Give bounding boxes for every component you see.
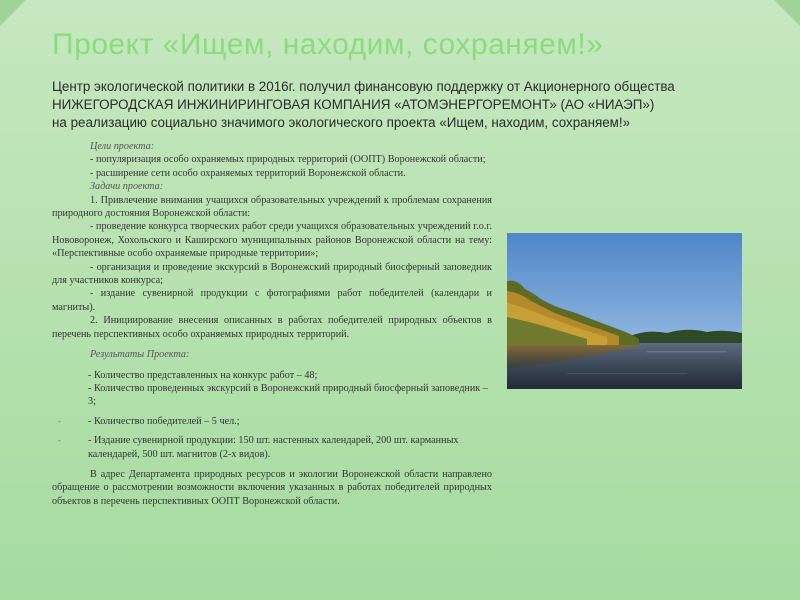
conclusion-paragraph: В адрес Департамента природных ресурсов и экологии Воронежской области направлено обращение о рассмотрении возможности включения указанных в работах победителей природных объектов в перечень перспективных ООПТ Воронежской области. [52,468,492,507]
intro-line: Центр экологической политики в 2016г. получил финансовую поддержку от Акционерного общества [52,79,675,94]
river-landscape-photo [507,233,742,389]
bullet-marker: - [58,435,61,446]
task-item: - издание сувенирной продукции с фотографиями работ победителей (календари и магниты). [52,288,492,313]
bullet-marker: - [58,415,61,426]
task-item: - проведение конкурса творческих работ среди учащихся образовательных учреждений г.о.г. Нововоронеж, Хохольского и Каширского муниципальных районов Воронежской области на тему: «Перспективные особо охраняемые природные территории»; [52,221,492,260]
result-text: - Издание сувенирной продукции: 150 шт. настенных календарей, 200 шт. карманных календарей, 500 шт. магнитов (2-х видов). [88,435,459,460]
tasks-heading: Задачи проекта: [90,181,164,193]
task-item: - организация и проведение экскурсий в Воронежский природный биосферный заповедник для участников конкурса; [52,261,492,287]
intro-line: на реализацию социально значимого экологического проекта «Ищем, находим, сохраняем!» [52,115,631,130]
river-landscape-image [507,233,742,389]
corner-decoration-right [774,0,800,26]
slide-title: Проект «Ищем, находим, сохраняем!» [52,28,604,61]
result-item [52,415,492,428]
intro-line: НИЖЕГОРОДСКАЯ ИНЖИНИРИНГОВАЯ КОМПАНИЯ «АТОМЭНЕРГОРЕМОНТ» (АО «НИАЭП») [52,97,655,112]
result-text: - Количество победителей – 5 чел.; [88,415,240,427]
result-item [52,382,492,409]
corner-decoration-left [0,0,26,26]
project-details [52,140,492,508]
result-text: - Количество проведенных экскурсий в Воронежский природный биосферный заповедник – 3; [88,382,488,408]
goal-item: - расширение сети особо охраняемых территорий Воронежской области. [90,167,406,179]
result-item [52,434,492,461]
intro-paragraph [52,78,772,132]
task-item: 2. Инициирование внесения описанных в работах победителей природных объектов в перечень перспективных особо охраняемых природных территорий. [52,315,492,340]
goal-item: - популяризация особо охраняемых природных территорий (ООПТ) Воронежской области; [90,154,486,166]
result-item [52,369,492,382]
task-item: 1. Привлечение внимания учащихся образовательных учреждений к проблемам сохранения природного достояния Воронежской области: [52,194,492,220]
goals-heading: Цели проекта: [90,141,155,152]
results-heading: Результаты Проекта: [90,349,190,361]
result-text: - Количество представленных на конкурс работ – 48; [88,369,318,381]
